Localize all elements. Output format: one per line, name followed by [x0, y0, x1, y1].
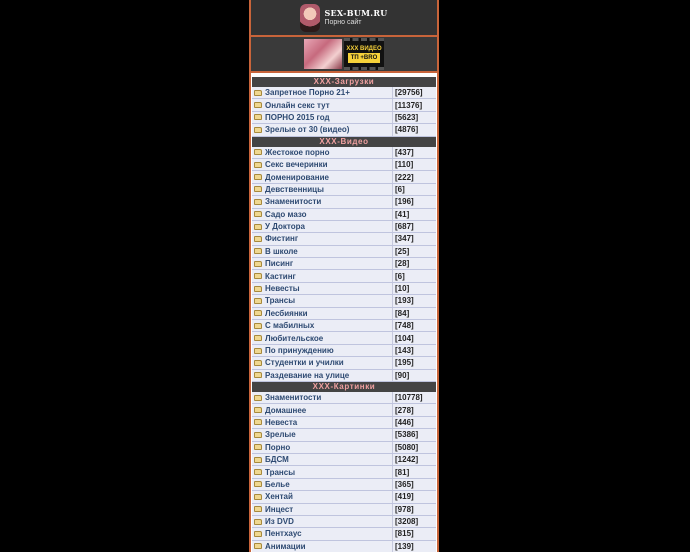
list-item[interactable] [252, 159, 436, 171]
category-name-cell [252, 541, 393, 552]
list-item[interactable] [252, 209, 436, 221]
folder-icon [254, 469, 262, 475]
category-count: [110] [393, 159, 436, 170]
category-count: [90] [393, 370, 436, 381]
folder-icon [254, 348, 262, 354]
site-logo[interactable] [324, 8, 387, 28]
folder-icon [254, 286, 262, 292]
category-count: [815] [393, 528, 436, 539]
category-link[interactable]: ПОРНО 2015 год [265, 112, 330, 122]
category-name-cell [252, 112, 393, 123]
category-link[interactable]: По принуждению [265, 346, 334, 355]
category-link[interactable]: Порно [265, 442, 291, 452]
list-item[interactable] [252, 283, 436, 295]
list-item[interactable] [252, 541, 436, 552]
promo-banner[interactable] [251, 37, 437, 73]
category-count: [687] [393, 221, 436, 232]
category-count: [41] [393, 209, 436, 220]
category-count: [6] [393, 184, 436, 195]
folder-icon [254, 506, 262, 512]
folder-icon [254, 519, 262, 525]
list-item[interactable] [252, 516, 436, 528]
site-header[interactable] [251, 0, 437, 37]
category-count: [1242] [393, 454, 436, 465]
site-frame [249, 0, 439, 552]
category-count: [5386] [393, 429, 436, 440]
category-link[interactable]: Анимации [265, 541, 306, 551]
category-name-cell [252, 221, 393, 232]
category-count: [11376] [393, 99, 436, 110]
list-item[interactable] [252, 320, 436, 332]
folder-icon [254, 174, 262, 180]
category-name-cell [252, 196, 393, 207]
category-count: [196] [393, 196, 436, 207]
category-name-cell [252, 345, 393, 356]
folder-icon [254, 211, 262, 217]
section-header: XXX-Картинки [252, 382, 436, 392]
category-name-cell [252, 479, 393, 490]
category-link[interactable]: Инцест [265, 504, 294, 514]
list-item[interactable] [252, 171, 436, 183]
category-link[interactable]: Онлайн секс тут [265, 100, 330, 110]
site-subtitle: Порно сайт [324, 18, 362, 26]
category-name-cell [252, 209, 393, 220]
list-item[interactable] [252, 357, 436, 369]
category-name-cell [252, 466, 393, 477]
category-name-cell [252, 370, 393, 381]
category-link[interactable]: У Доктора [265, 222, 305, 232]
category-link[interactable]: Невесты [265, 284, 300, 294]
category-count: [10778] [393, 392, 436, 403]
folder-icon [254, 102, 262, 108]
category-link[interactable]: Лесбиянки [265, 308, 308, 318]
category-count: [365] [393, 479, 436, 490]
list-item[interactable] [252, 504, 436, 516]
folder-icon [254, 419, 262, 425]
folder-icon [254, 224, 262, 230]
list-item[interactable] [252, 491, 436, 503]
category-count: [5080] [393, 442, 436, 453]
category-name-cell [252, 258, 393, 269]
category-count: [419] [393, 491, 436, 502]
category-count: [748] [393, 320, 436, 331]
category-link[interactable]: С мабилных [265, 321, 315, 331]
category-link[interactable]: Зрелые [265, 430, 296, 440]
list-item[interactable] [252, 345, 436, 357]
category-name-cell [252, 417, 393, 428]
banner-line1: XXX ВИДЕО [346, 46, 382, 52]
list-item[interactable] [252, 479, 436, 491]
folder-icon [254, 186, 262, 192]
list-item[interactable] [252, 112, 436, 124]
category-name-cell [252, 504, 393, 515]
list-item[interactable] [252, 392, 436, 404]
folder-icon [254, 323, 262, 329]
banner-thumbnail[interactable] [304, 39, 342, 69]
folder-icon [254, 261, 262, 267]
folder-icon [254, 360, 262, 366]
category-count: [6] [393, 270, 436, 281]
folder-icon [254, 273, 262, 279]
list-item[interactable] [252, 99, 436, 111]
category-link[interactable]: Знаменитости [265, 393, 322, 403]
category-link[interactable]: Запретное Порно 21+ [265, 88, 350, 98]
list-item[interactable] [252, 221, 436, 233]
folder-icon [254, 372, 262, 378]
category-count: [4876] [393, 124, 436, 135]
list-item[interactable] [252, 370, 436, 382]
category-count: [29756] [393, 87, 436, 98]
banner-video-badge[interactable] [344, 38, 384, 70]
category-name-cell [252, 491, 393, 502]
section-header: XXX-Загрузки [252, 77, 436, 87]
folder-icon [254, 335, 262, 341]
list-item[interactable] [252, 270, 436, 282]
folder-icon [254, 457, 262, 463]
folder-icon [254, 310, 262, 316]
folder-icon [254, 543, 262, 549]
category-name-cell [252, 246, 393, 257]
category-count: [195] [393, 357, 436, 368]
category-name-cell [252, 392, 393, 403]
list-item[interactable] [252, 124, 436, 136]
category-name-cell [252, 99, 393, 110]
list-item[interactable] [252, 429, 436, 441]
category-name-cell [252, 442, 393, 453]
category-name-cell [252, 87, 393, 98]
list-item[interactable] [252, 246, 436, 258]
woman-figure-icon [300, 4, 320, 32]
category-count: [347] [393, 233, 436, 244]
category-link[interactable]: Студентки и училки [265, 358, 344, 368]
category-link[interactable]: Писинг [265, 259, 294, 269]
category-list [251, 77, 437, 552]
category-link[interactable]: БДСМ [265, 455, 289, 465]
list-item[interactable] [252, 332, 436, 344]
list-item[interactable] [252, 184, 436, 196]
folder-icon [254, 444, 262, 450]
category-name-cell [252, 320, 393, 331]
category-count: [139] [393, 541, 436, 552]
category-link[interactable]: Кастинг [265, 271, 296, 281]
category-count: [3208] [393, 516, 436, 527]
category-link[interactable]: Зрелые от 30 (видео) [265, 125, 350, 135]
category-count: [84] [393, 308, 436, 319]
list-item[interactable] [252, 87, 436, 99]
category-name-cell [252, 454, 393, 465]
folder-icon [254, 395, 262, 401]
category-link[interactable]: Невеста [265, 417, 298, 427]
category-link[interactable]: Пентхаус [265, 529, 302, 539]
category-count: [437] [393, 147, 436, 158]
category-link[interactable]: Из DVD [265, 517, 294, 527]
category-name-cell [252, 404, 393, 415]
category-count: [143] [393, 345, 436, 356]
category-name-cell [252, 516, 393, 527]
category-name-cell [252, 171, 393, 182]
category-count: [222] [393, 171, 436, 182]
category-link[interactable]: В школе [265, 246, 298, 256]
category-link[interactable]: Секс вечеринки [265, 160, 328, 170]
category-name-cell [252, 283, 393, 294]
category-link[interactable]: Трансы [265, 467, 296, 477]
category-link[interactable]: Белье [265, 479, 290, 489]
category-name-cell [252, 184, 393, 195]
category-link[interactable]: Знаменитости [265, 197, 322, 207]
list-item[interactable] [252, 295, 436, 307]
category-name-cell [252, 332, 393, 343]
category-count: [446] [393, 417, 436, 428]
list-item[interactable] [252, 147, 436, 159]
list-item[interactable] [252, 196, 436, 208]
category-link[interactable]: Девственницы [265, 184, 324, 194]
folder-icon [254, 149, 262, 155]
category-name-cell [252, 295, 393, 306]
category-name-cell [252, 429, 393, 440]
list-item[interactable] [252, 528, 436, 540]
list-item[interactable] [252, 442, 436, 454]
category-name-cell [252, 159, 393, 170]
category-name-cell [252, 528, 393, 539]
category-link[interactable]: Раздевание на улице [265, 370, 350, 380]
list-item[interactable] [252, 233, 436, 245]
folder-icon [254, 114, 262, 120]
category-link[interactable]: Любительское [265, 333, 324, 343]
category-count: [278] [393, 404, 436, 415]
category-link[interactable]: Хентай [265, 492, 293, 502]
category-count: [25] [393, 246, 436, 257]
folder-icon [254, 127, 262, 133]
category-count: [28] [393, 258, 436, 269]
list-item[interactable] [252, 466, 436, 478]
list-item[interactable] [252, 417, 436, 429]
folder-icon [254, 481, 262, 487]
folder-icon [254, 236, 262, 242]
banner-line2: ТП +BRO [348, 53, 380, 63]
folder-icon [254, 248, 262, 254]
category-name-cell [252, 124, 393, 135]
category-name-cell [252, 147, 393, 158]
site-title[interactable]: SEX-BUM.RU [324, 7, 388, 18]
category-link[interactable]: Жестокое порно [265, 147, 330, 157]
category-link[interactable]: Трансы [265, 296, 296, 306]
folder-icon [254, 199, 262, 205]
category-count: [10] [393, 283, 436, 294]
category-link[interactable]: Садо мазо [265, 209, 307, 219]
category-count: [104] [393, 332, 436, 343]
list-item[interactable] [252, 404, 436, 416]
folder-icon [254, 407, 262, 413]
folder-icon [254, 494, 262, 500]
section-header: XXX-Видео [252, 137, 436, 147]
category-link[interactable]: Домашнее [265, 405, 307, 415]
list-item[interactable] [252, 308, 436, 320]
folder-icon [254, 162, 262, 168]
category-count: [978] [393, 504, 436, 515]
folder-icon [254, 90, 262, 96]
folder-icon [254, 298, 262, 304]
list-item[interactable] [252, 454, 436, 466]
category-name-cell [252, 233, 393, 244]
category-count: [193] [393, 295, 436, 306]
category-link[interactable]: Доменирование [265, 172, 329, 182]
category-count: [5623] [393, 112, 436, 123]
folder-icon [254, 531, 262, 537]
category-count: [81] [393, 466, 436, 477]
category-name-cell [252, 270, 393, 281]
category-link[interactable]: Фистинг [265, 234, 299, 244]
category-name-cell [252, 308, 393, 319]
category-name-cell [252, 357, 393, 368]
list-item[interactable] [252, 258, 436, 270]
folder-icon [254, 432, 262, 438]
